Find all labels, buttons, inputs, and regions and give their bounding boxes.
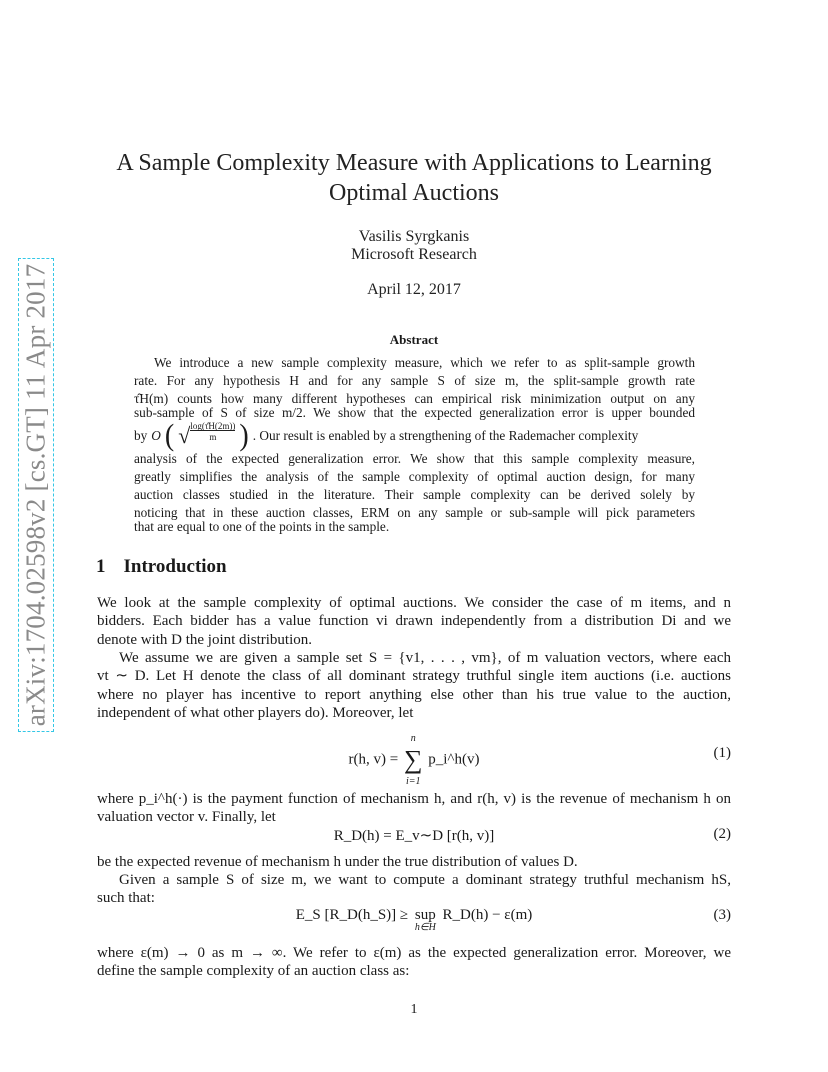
page-number: 1	[410, 1002, 418, 1017]
body-line: valuation vector v. Finally, let	[97, 809, 276, 825]
body-line: be the expected revenue of mechanism h under the true distribution of values D.	[97, 854, 578, 870]
big-o-symbol: O	[151, 428, 161, 443]
section-title: Introduction	[123, 556, 227, 577]
math-suffix: . Our result is enabled by a strengthening of the Rademacher complexity	[252, 428, 639, 443]
fraction-numerator: log(τ̂H(2m))	[190, 421, 236, 431]
abstract-line: τ̂H(m) counts how many different hypotheses can empirical risk minimization output on any	[134, 391, 695, 406]
abstract-line: sub-sample of S of size m/2. We show that the expected generalization error is upper bounded	[134, 405, 695, 420]
body-line: such that:	[97, 890, 155, 906]
abstract-line: analysis of the expected generalization error. We show that this sample complexity measure,	[134, 451, 695, 466]
abstract-line: rate. For any hypothesis H and for any sample S of size m, the split-sample growth rate	[134, 373, 695, 388]
author-affiliation: Microsoft Research	[351, 246, 477, 263]
body-line: denote with D the joint distribution.	[97, 632, 312, 648]
sup-label: sup	[414, 907, 436, 923]
sum-upper-limit: n	[410, 733, 416, 744]
author-name: Vasilis Syrgkanis	[358, 228, 470, 245]
body-line: where no player has incentive to report anything else other than his true value to the auction,	[97, 687, 731, 703]
abstract-line: noticing that in these auction classes, ERM on any sample or sub-sample will pick parameters	[134, 505, 695, 520]
equation-1-body	[97, 733, 731, 787]
right-paren: )	[239, 418, 249, 453]
equation-3-body	[97, 907, 731, 933]
equation-2-body: R_D(h) = E_v∼D [r(h, v)]	[333, 828, 495, 844]
equation-number: (1)	[713, 745, 731, 761]
sum-symbol: ∑ n i=1	[403, 733, 423, 787]
body-line: define the sample complexity of an auction class as:	[97, 963, 410, 979]
equation-number: (2)	[713, 826, 731, 842]
fraction	[190, 421, 236, 442]
sqrt-expression	[178, 421, 236, 448]
title-line-1: A Sample Complexity Measure with Applications to Learning	[116, 150, 712, 176]
abstract-bound-line	[134, 418, 695, 453]
paper-title	[100, 148, 728, 208]
eq3-rhs: R_D(h) − ε(m)	[442, 907, 533, 923]
abstract-line: We introduce a new sample complexity measure, which we refer to as split-sample growth	[154, 355, 695, 370]
fraction-denominator: m	[209, 432, 217, 442]
title-line-2: Optimal Auctions	[329, 180, 499, 206]
math-prefix: by	[134, 428, 148, 443]
body-line: vt ∼ D. Let H denote the class of all dominant strategy truthful single item auctions (i.e. auctions	[97, 668, 731, 684]
arxiv-sidebar	[18, 258, 54, 732]
eq1-rhs: p_i^h(v)	[428, 751, 480, 768]
body-line: We look at the sample complexity of optimal auctions. We consider the case of m items, and n	[97, 595, 731, 611]
sqrt-sign: √	[178, 423, 191, 448]
section-number: 1	[96, 556, 106, 577]
sum-lower-limit: i=1	[405, 776, 421, 787]
abstract-line: that are equal to one of the points in the sample.	[134, 519, 390, 534]
equation-3	[97, 907, 731, 937]
section-heading	[96, 556, 227, 578]
equation-2	[97, 826, 731, 846]
body-line: independent of what other players do). Moreover, let	[97, 705, 414, 721]
body-line: Given a sample S of size m, we want to compute a dominant strategy truthful mechanism hS,	[119, 872, 731, 888]
eq3-lhs: E_S [R_D(h_S)] ≥	[295, 907, 409, 923]
equation-1	[97, 733, 731, 787]
equation-number: (3)	[713, 907, 731, 923]
body-line: We assume we are given a sample set S = {v1, . . . , vm}, of m valuation vectors, where each	[119, 650, 731, 666]
body-line: where p_i^h(·) is the payment function of mechanism h, and r(h, v) is the revenue of mechanism h on	[97, 791, 731, 807]
sup-subscript: h∈H	[414, 922, 436, 933]
body-line: bidders. Each bidder has a value function vi drawn independently from a distribution Di and we	[97, 613, 731, 629]
abstract-heading: Abstract	[389, 332, 439, 347]
paper-date: April 12, 2017	[367, 281, 461, 298]
left-paren: (	[164, 418, 175, 453]
arxiv-identifier[interactable]: arXiv:1704.02598v2 [cs.GT] 11 Apr 2017	[20, 263, 51, 727]
abstract-line: greatly simplifies the analysis of the sample complexity of optimal auction design, for many	[134, 469, 695, 484]
eq1-lhs: r(h, v) =	[348, 751, 399, 768]
body-line: where ε(m) → 0 as m → ∞. We refer to ε(m) as the expected generalization error. Moreover, we	[97, 945, 731, 961]
abstract-line: auction classes studied in the literature. Their sample complexity can be derived solely by	[134, 487, 695, 502]
sup-operator	[414, 907, 436, 933]
